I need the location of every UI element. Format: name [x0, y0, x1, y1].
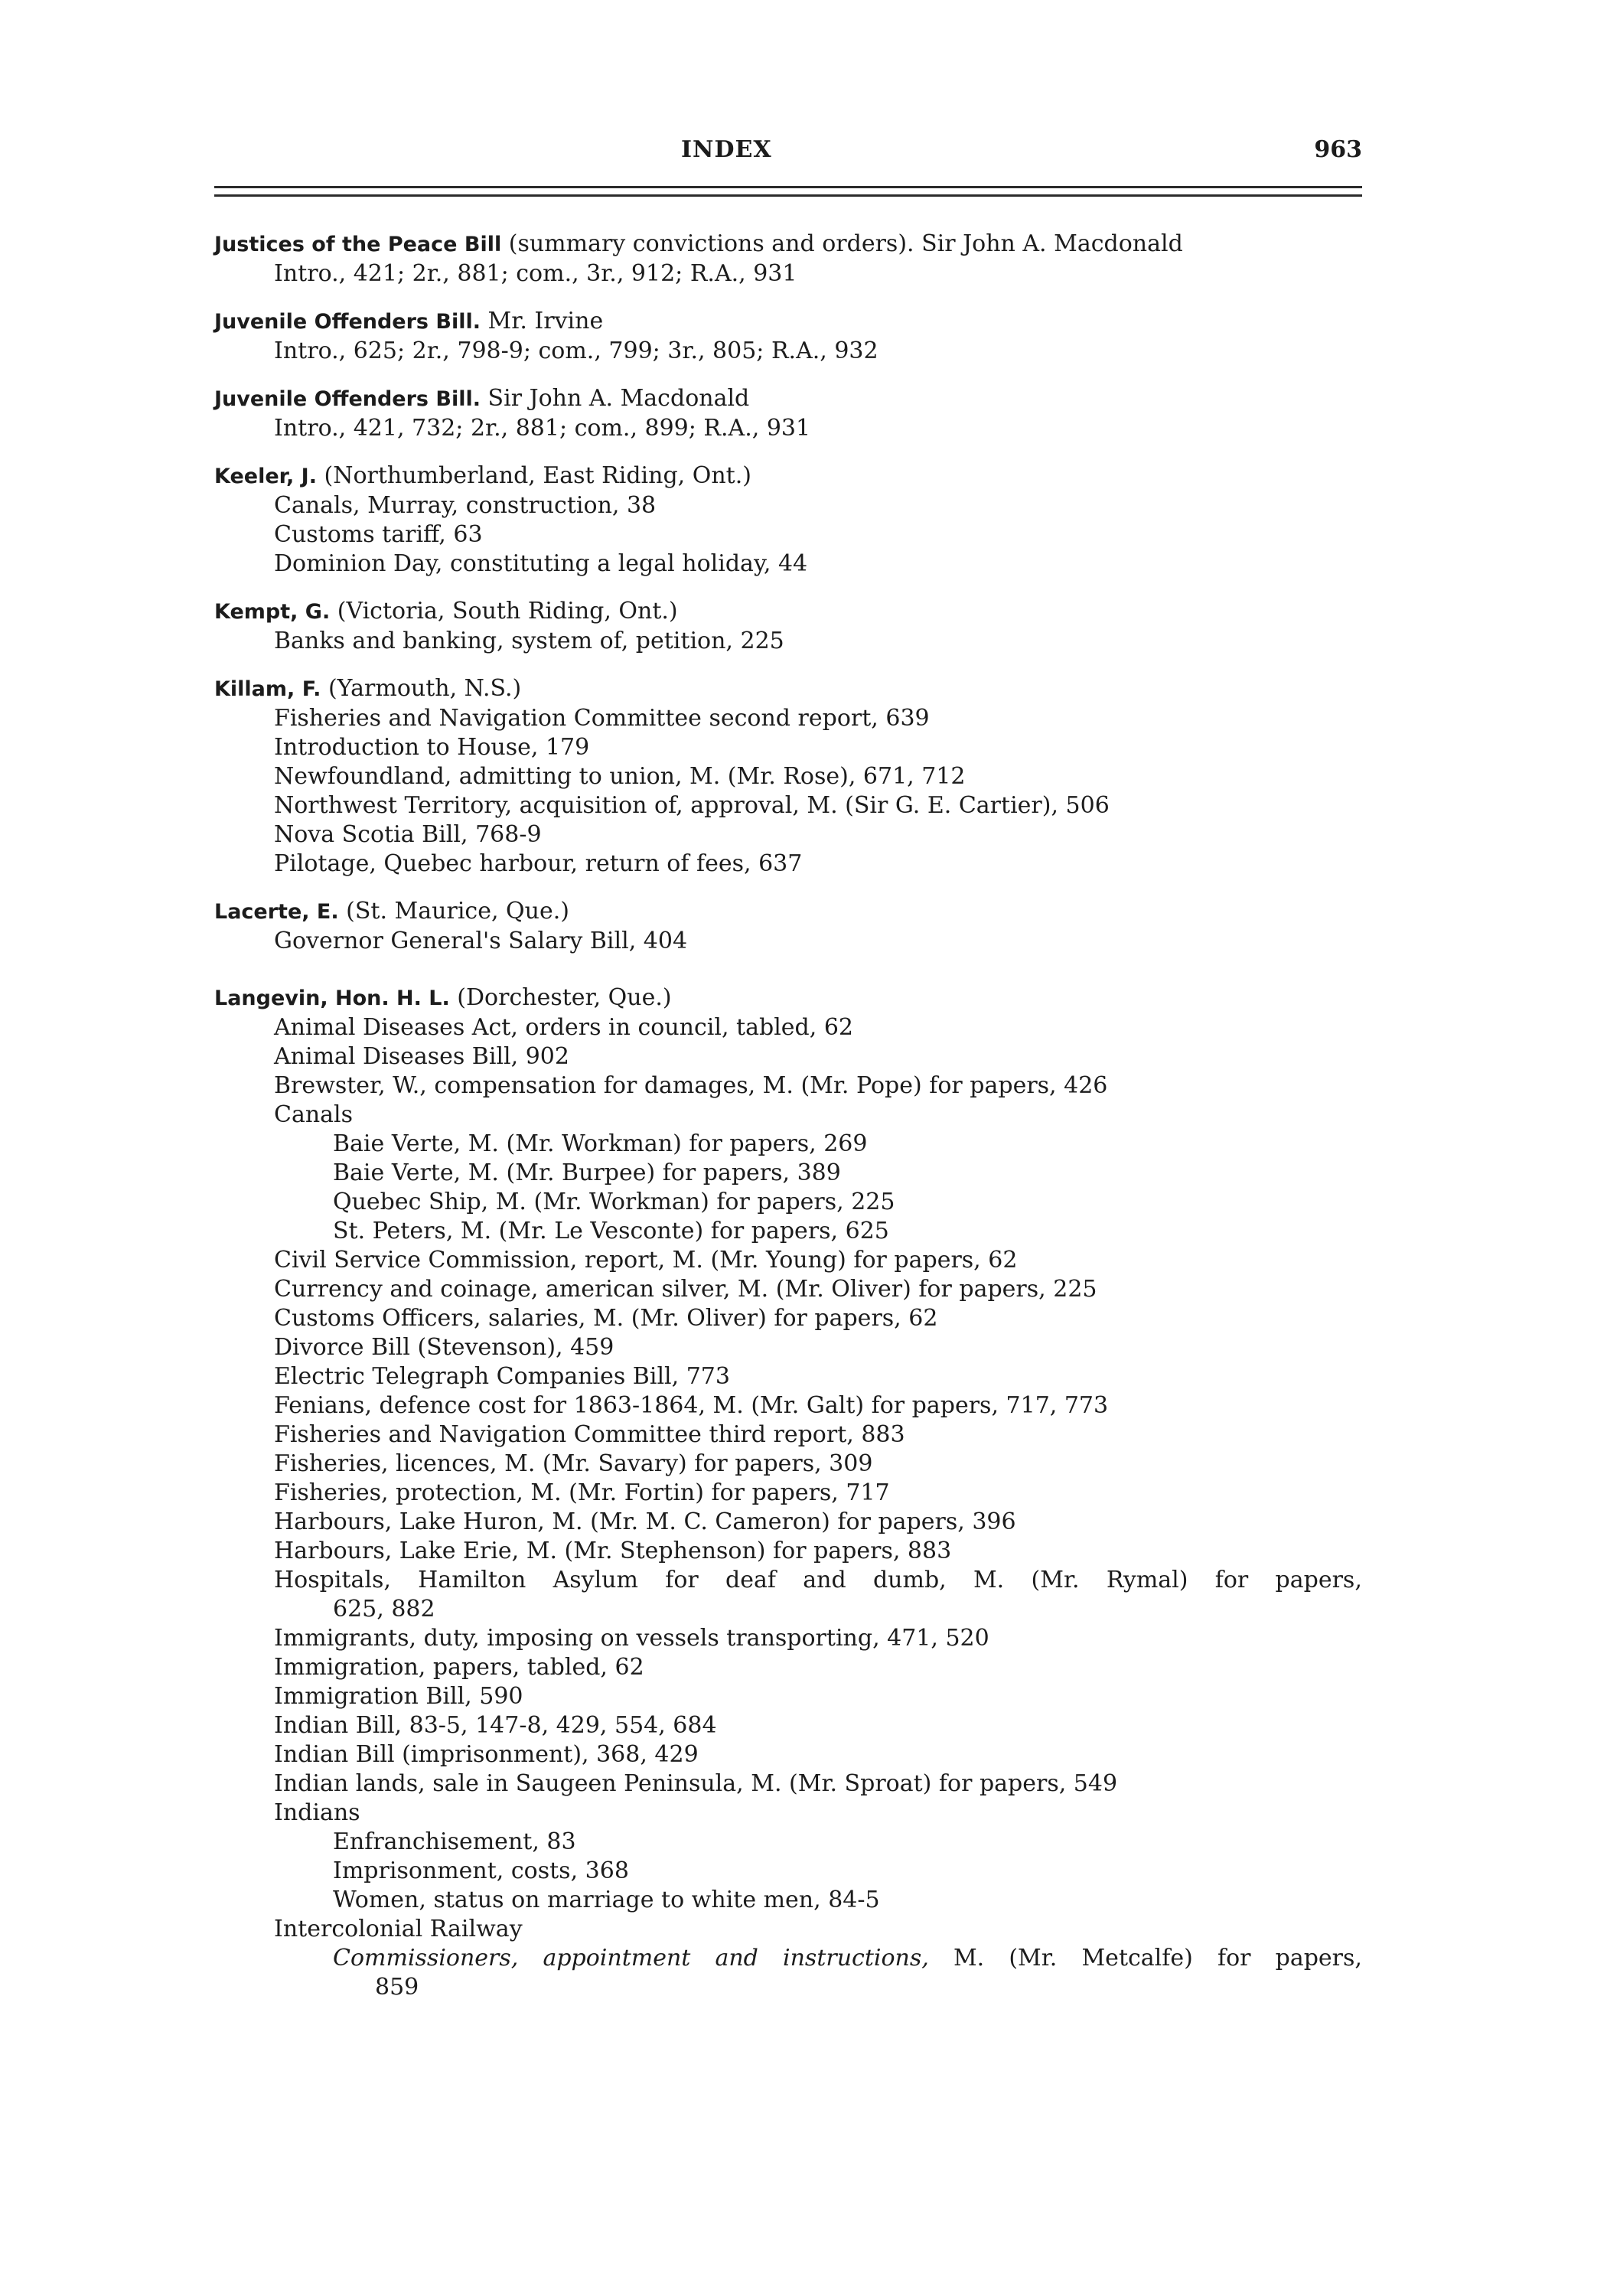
header-rule-bottom [214, 194, 1362, 197]
entry-line: Customs Officers, salaries, M. (Mr. Oliver) for papers, 62 [274, 1305, 938, 1332]
justified-word: instructions, [783, 1945, 929, 1971]
entry-line: Pilotage, Quebec harbour, return of fees, 637 [274, 850, 803, 877]
page-number: 963 [1314, 136, 1362, 163]
entry-line: Intro., 421, 732; 2r., 881; com., 899; R.A., 931 [274, 415, 811, 442]
justified-word: papers, [1275, 1567, 1362, 1593]
justified-word: dumb, [872, 1567, 947, 1593]
entry-continuation: 625, 882 [333, 1596, 435, 1623]
entry-subline: Enfranchisement, 83 [333, 1828, 576, 1855]
entry-line: Intro., 625; 2r., 798-9; com., 799; 3r., 805; R.A., 932 [274, 338, 878, 364]
entry-line: Immigration Bill, 590 [274, 1683, 523, 1710]
justified-word: for [665, 1567, 699, 1593]
index-entry [214, 597, 1362, 656]
entry-line: Divorce Bill (Stevenson), 459 [274, 1334, 614, 1361]
justified-word: for [1217, 1945, 1251, 1971]
entry-heading-line [214, 307, 1362, 337]
entry-heading-line [214, 461, 1362, 491]
entry-heading-detail: Sir John A. Macdonald [481, 385, 750, 412]
justified-word: papers, [1275, 1945, 1362, 1971]
justified-word: (Mr. [1009, 1945, 1058, 1971]
justified-word: and [803, 1567, 846, 1593]
entry-heading: Killam, F. [214, 677, 321, 701]
index-entry [214, 384, 1362, 443]
entry-line: Fisheries, protection, M. (Mr. Fortin) for papers, 717 [274, 1479, 890, 1506]
entry-heading: Langevin, Hon. H. L. [214, 987, 450, 1010]
entry-line: Fisheries and Navigation Committee second report, 639 [274, 705, 930, 732]
entry-heading: Juvenile Offenders Bill. [214, 387, 481, 411]
entry-heading: Justices of the Peace Bill [214, 233, 502, 256]
entry-line: Newfoundland, admitting to union, M. (Mr. Rose), 671, 712 [274, 763, 966, 790]
entry-subline-justified [214, 1944, 1362, 1973]
justified-word: Commissioners, [333, 1945, 519, 1971]
entry-line: Immigrants, duty, imposing on vessels transporting, 471, 520 [274, 1625, 989, 1652]
entry-line: Electric Telegraph Companies Bill, 773 [274, 1363, 730, 1390]
entry-heading-detail: (St. Maurice, Que.) [338, 898, 569, 925]
entry-heading-line [214, 674, 1362, 704]
entry-heading-line [214, 384, 1362, 414]
page-header [214, 0, 1362, 172]
entry-heading-detail: (Dorchester, Que.) [449, 984, 672, 1011]
entry-continuation: 859 [375, 1974, 419, 2001]
entry-line: Brewster, W., compensation for damages, M. (Mr. Pope) for papers, 426 [274, 1072, 1108, 1099]
entry-line-justified [214, 1566, 1362, 1595]
entry-line: Currency and coinage, american silver, M. (Mr. Oliver) for papers, 225 [274, 1276, 1097, 1303]
entry-heading: Kempt, G. [214, 600, 331, 624]
entry-line: Nova Scotia Bill, 768-9 [274, 821, 542, 848]
entry-line: Canals, Murray, construction, 38 [274, 492, 657, 519]
entry-line: Immigration, papers, tabled, 62 [274, 1654, 644, 1681]
entry-line: Fenians, defence cost for 1863-1864, M. (Mr. Galt) for papers, 717, 773 [274, 1392, 1109, 1419]
justified-word: Hospitals, [274, 1567, 391, 1593]
entry-heading: Keeler, J. [214, 465, 317, 488]
entry-heading-detail: (summary convictions and orders). Sir John A. Macdonald [501, 230, 1183, 257]
entry-line: Governor General's Salary Bill, 404 [274, 928, 688, 954]
entry-line: Banks and banking, system of, petition, 225 [274, 628, 784, 654]
entry-subline: Imprisonment, costs, 368 [333, 1857, 629, 1884]
entry-heading-line [214, 230, 1362, 259]
index-entry [214, 307, 1362, 366]
entry-line: Animal Diseases Act, orders in council, tabled, 62 [274, 1014, 854, 1041]
entry-line: Canals [274, 1101, 354, 1128]
index-entry [214, 897, 1362, 956]
running-title: INDEX [681, 136, 772, 163]
entry-subline: Baie Verte, M. (Mr. Workman) for papers, 269 [333, 1130, 868, 1157]
entry-line: Intro., 421; 2r., 881; com., 3r., 912; R.A., 931 [274, 260, 797, 287]
entry-heading-detail: Mr. Irvine [481, 308, 604, 334]
justified-word: Hamilton [418, 1567, 526, 1593]
entry-heading-line [214, 897, 1362, 927]
entry-line: Animal Diseases Bill, 902 [274, 1043, 569, 1070]
entry-line: Customs tariff, 63 [274, 521, 483, 548]
entry-subline: St. Peters, M. (Mr. Le Vesconte) for papers, 625 [333, 1218, 889, 1244]
entry-subline: Women, status on marriage to white men, 84-5 [333, 1887, 880, 1913]
entry-line: Civil Service Commission, report, M. (Mr. Young) for papers, 62 [274, 1247, 1018, 1274]
entry-line: Harbours, Lake Huron, M. (Mr. M. C. Cameron) for papers, 396 [274, 1508, 1016, 1535]
entry-subline: Baie Verte, M. (Mr. Burpee) for papers, 389 [333, 1159, 841, 1186]
entry-line: Dominion Day, constituting a legal holiday, 44 [274, 550, 808, 577]
entry-line: Indian Bill, 83-5, 147-8, 429, 554, 684 [274, 1712, 717, 1739]
justified-word: Rymal) [1106, 1567, 1188, 1593]
justified-word: and [715, 1945, 758, 1971]
entry-line: Northwest Territory, acquisition of, approval, M. (Sir G. E. Cartier), 506 [274, 792, 1110, 819]
justified-word: M. [973, 1567, 1005, 1593]
entry-line: Indians [274, 1799, 360, 1826]
justified-word: for [1214, 1567, 1249, 1593]
entry-line: Indian lands, sale in Saugeen Peninsula, M. (Mr. Sproat) for papers, 549 [274, 1770, 1118, 1797]
entry-heading-detail: (Yarmouth, N.S.) [321, 675, 522, 702]
entry-line: Introduction to House, 179 [274, 734, 590, 761]
index-entry [214, 461, 1362, 579]
index-entry [214, 674, 1362, 879]
index-body [214, 230, 1362, 2020]
entry-line: Indian Bill (imprisonment), 368, 429 [274, 1741, 699, 1768]
entry-heading-line [214, 597, 1362, 627]
index-entry [214, 983, 1362, 2002]
justified-word: Asylum [553, 1567, 638, 1593]
entry-heading: Lacerte, E. [214, 900, 339, 924]
justified-word: deaf [725, 1567, 776, 1593]
index-entry [214, 230, 1362, 289]
justified-word: Metcalfe) [1081, 1945, 1193, 1971]
justified-word: (Mr. [1031, 1567, 1080, 1593]
entry-line: Fisheries and Navigation Committee third report, 883 [274, 1421, 905, 1448]
entry-heading: Juvenile Offenders Bill. [214, 310, 481, 334]
entry-heading-line [214, 983, 1362, 1013]
header-rule-top [214, 186, 1362, 188]
entry-heading-detail: (Northumberland, East Riding, Ont.) [316, 462, 751, 489]
justified-word: appointment [543, 1945, 691, 1971]
entry-subline: Quebec Ship, M. (Mr. Workman) for papers, 225 [333, 1189, 895, 1215]
justified-word: M. [953, 1945, 985, 1971]
entry-line: Intercolonial Railway [274, 1916, 523, 1942]
entry-line: Harbours, Lake Erie, M. (Mr. Stephenson) for papers, 883 [274, 1538, 952, 1564]
entry-line: Fisheries, licences, M. (Mr. Savary) for papers, 309 [274, 1450, 873, 1477]
entry-heading-detail: (Victoria, South Riding, Ont.) [330, 598, 678, 625]
